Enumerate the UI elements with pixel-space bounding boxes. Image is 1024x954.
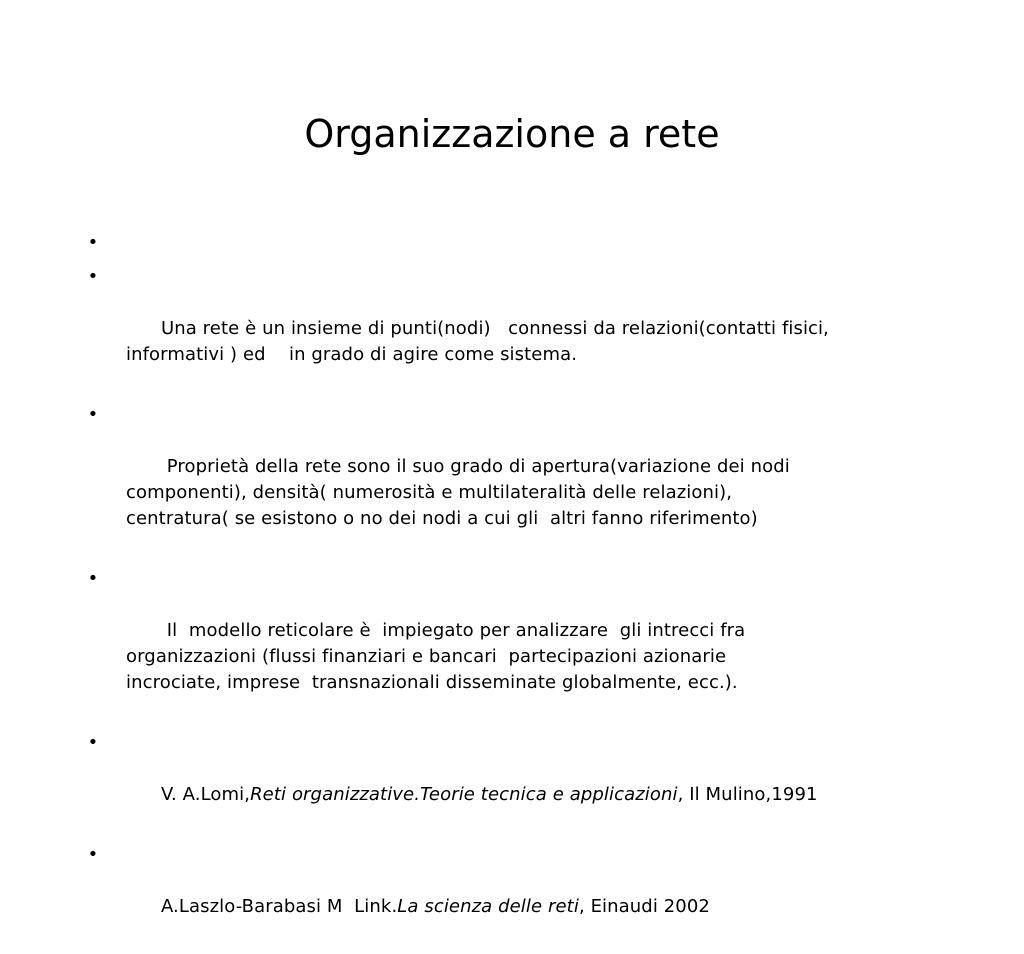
bullet-text: Il modello reticolare è impiegato per analizzare gli intrecci fra organizzazioni (flussi finanziari e bancari partecipazioni azionarie incrociate, imprese transnazionali disseminate globalmente, ecc.). bbox=[126, 620, 746, 693]
reference-publisher: , Einaudi 2002 bbox=[578, 896, 710, 917]
bullet-marker: • bbox=[87, 232, 99, 253]
bullet-marker: • bbox=[87, 404, 99, 425]
reference-text bbox=[161, 784, 818, 805]
bullet-marker: • bbox=[87, 568, 99, 589]
reference-author: A.Laszlo-Barabasi M Link. bbox=[160, 896, 398, 917]
reference-title: Reti organizzative.Teorie tecnica e applicazioni bbox=[250, 784, 678, 805]
slide-title: Organizzazione a rete bbox=[304, 112, 720, 156]
bullet-item-empty bbox=[86, 230, 936, 256]
bullet-item-network-properties bbox=[86, 402, 936, 558]
bullet-item-reticular-model bbox=[86, 566, 936, 722]
bullet-marker: • bbox=[87, 732, 99, 753]
bullet-text: Proprietà della rete sono il suo grado di apertura(variazione dei nodi componenti), densità( numerosità e multilateralità delle relazioni), centratura( se esistono o no dei nodi a cui gli altri fanno riferimento) bbox=[126, 456, 790, 529]
bullet-marker: • bbox=[87, 266, 99, 287]
bullet-marker: • bbox=[87, 844, 99, 865]
bullet-item-reference-barabasi bbox=[86, 842, 936, 946]
bullet-item-reference-lomi bbox=[86, 730, 936, 834]
bullet-text: Una rete è un insieme di punti(nodi) connessi da relazioni(contatti fisici, informativi ) ed in grado di agire come sistema. bbox=[126, 318, 829, 365]
reference-publisher: , Il Mulino,1991 bbox=[677, 784, 818, 805]
reference-title: La scienza delle reti bbox=[397, 896, 579, 917]
bullet-item-network-definition bbox=[86, 264, 936, 394]
bullet-list bbox=[86, 230, 936, 954]
reference-text bbox=[161, 896, 710, 917]
reference-author: V. A.Lomi, bbox=[160, 784, 251, 805]
